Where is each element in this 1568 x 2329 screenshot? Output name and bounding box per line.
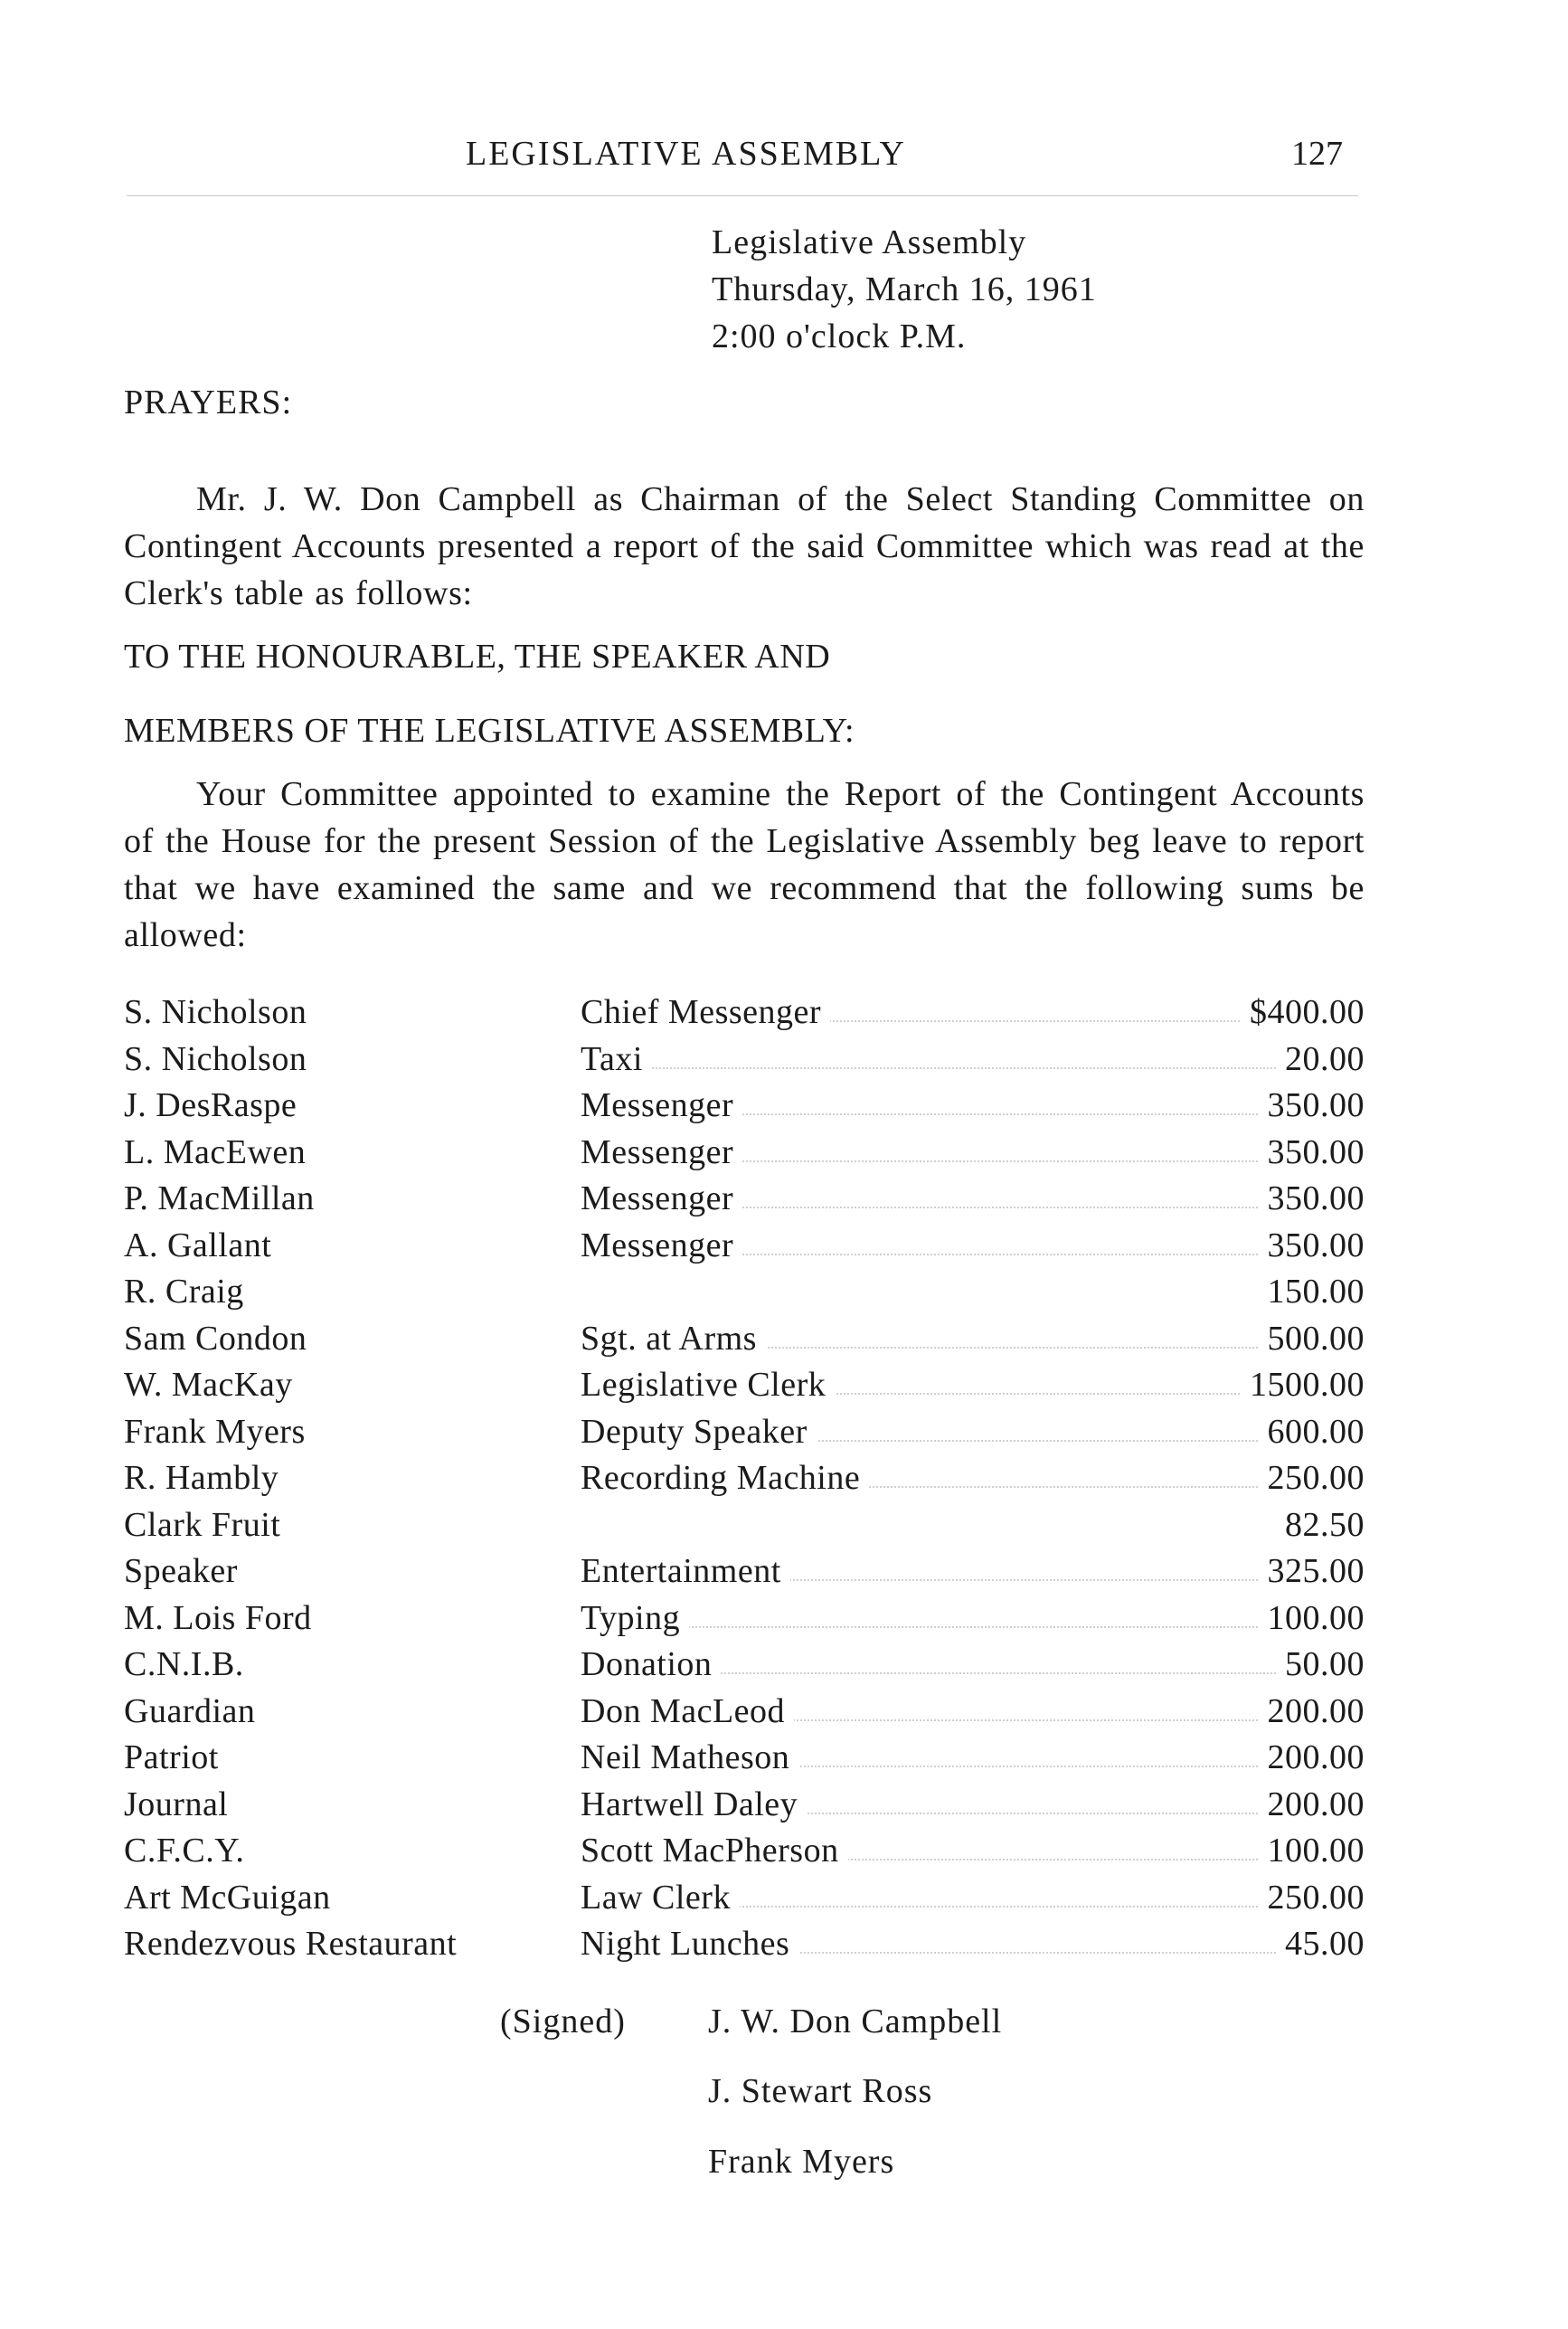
account-name: L. MacEwen: [124, 1132, 307, 1171]
dot-leader: [581, 1626, 1322, 1628]
account-name: Rendezvous Restaurant: [124, 1925, 458, 1963]
account-name: S. Nicholson: [124, 1039, 307, 1078]
table-row: [124, 1176, 1365, 1223]
account-amount: 100.00: [1259, 1595, 1365, 1643]
signatory: J. W. Don Campbell: [708, 2002, 1003, 2040]
account-description: Messenger: [581, 1083, 742, 1130]
table-row: [124, 1921, 1365, 1968]
sitting-block: [712, 219, 1097, 360]
account-description: Messenger: [581, 1223, 742, 1270]
signatory: J. Stewart Ross: [708, 2072, 933, 2110]
table-row: [124, 1828, 1365, 1875]
account-description: Typing: [581, 1595, 689, 1643]
account-amount: 200.00: [1259, 1782, 1365, 1829]
report-text: Your Committee appointed to examine the Report of the Contingent Accounts of the House for the present Session of the Legislative Assembly beg leave to report that we have examined the same and we recommend that the following sums be allowed:: [124, 775, 1365, 954]
account-name: Journal: [124, 1785, 229, 1823]
account-amount: 100.00: [1259, 1828, 1365, 1875]
table-row: [124, 1455, 1365, 1502]
table-row: [124, 1223, 1365, 1270]
header-rule: [127, 195, 1358, 196]
account-description: Sgt. at Arms: [581, 1316, 766, 1363]
account-name: S. Nicholson: [124, 993, 307, 1031]
table-row: [124, 1362, 1365, 1409]
account-description: Messenger: [581, 1130, 742, 1177]
account-amount: 250.00: [1259, 1875, 1365, 1922]
account-name: Speaker: [124, 1552, 238, 1590]
table-row: [124, 1502, 1365, 1549]
account-name: W. MacKay: [124, 1366, 293, 1404]
page-number: 127: [1291, 135, 1343, 173]
account-name: A. Gallant: [124, 1226, 272, 1264]
account-name: C.F.C.Y.: [124, 1832, 245, 1870]
account-amount: 600.00: [1259, 1409, 1365, 1456]
account-amount: 350.00: [1259, 1176, 1365, 1223]
table-row: [124, 1595, 1365, 1643]
account-description: Messenger: [581, 1176, 742, 1223]
table-row: [124, 1083, 1365, 1130]
intro-paragraph: [124, 476, 1365, 617]
table-row: [124, 1689, 1365, 1736]
account-amount: $400.00: [1241, 989, 1365, 1037]
table-row: [124, 1735, 1365, 1782]
account-description: Scott MacPherson: [581, 1828, 848, 1875]
sitting-time: 2:00 o'clock P.M.: [712, 317, 967, 355]
account-name: P. MacMillan: [124, 1179, 315, 1217]
signed-label: (Signed): [500, 2002, 626, 2040]
address-line-2: MEMBERS OF THE LEGISLATIVE ASSEMBLY:: [124, 712, 855, 750]
account-amount: 250.00: [1259, 1455, 1365, 1502]
dot-leader: [581, 1067, 1322, 1069]
account-amount: 350.00: [1259, 1083, 1365, 1130]
report-paragraph: [124, 771, 1365, 959]
account-name: Patriot: [124, 1738, 219, 1776]
running-header: [0, 128, 1568, 183]
account-amount: 350.00: [1259, 1223, 1365, 1270]
table-row: [124, 1782, 1365, 1829]
account-description: Hartwell Daley: [581, 1782, 807, 1829]
account-description: Entertainment: [581, 1548, 790, 1595]
account-description: Legislative Clerk: [581, 1362, 835, 1409]
table-row: [124, 1316, 1365, 1363]
account-amount: 150.00: [1259, 1269, 1365, 1316]
account-name: J. DesRaspe: [124, 1086, 298, 1124]
sitting-body: Legislative Assembly: [712, 223, 1027, 261]
account-amount: 1500.00: [1241, 1362, 1365, 1409]
sitting-date: Thursday, March 16, 1961: [712, 270, 1097, 308]
account-amount: 500.00: [1259, 1316, 1365, 1363]
account-name: C.N.I.B.: [124, 1645, 244, 1683]
table-row: [124, 1642, 1365, 1689]
account-amount: 200.00: [1259, 1689, 1365, 1736]
account-description: Donation: [581, 1642, 721, 1689]
account-description: Don MacLeod: [581, 1689, 794, 1736]
table-row: [124, 989, 1365, 1037]
account-amount: 50.00: [1276, 1642, 1365, 1689]
table-row: [124, 1875, 1365, 1922]
account-name: R. Hambly: [124, 1459, 279, 1497]
signatory: Frank Myers: [708, 2143, 895, 2181]
intro-text: Mr. J. W. Don Campbell as Chairman of the Select Standing Committee on Contingent Accounts presented a report of the said Committee which was read at the Clerk's table as follows:: [124, 480, 1365, 612]
account-description: Recording Machine: [581, 1455, 869, 1502]
prayers-heading: PRAYERS:: [124, 383, 293, 421]
table-row: [124, 1548, 1365, 1595]
account-amount: 82.50: [1276, 1502, 1365, 1549]
address-line-1: TO THE HONOURABLE, THE SPEAKER AND: [124, 638, 831, 676]
account-description: Deputy Speaker: [581, 1409, 817, 1456]
account-name: Frank Myers: [124, 1412, 306, 1451]
account-amount: 325.00: [1259, 1548, 1365, 1595]
account-name: Guardian: [124, 1691, 256, 1730]
accounts-table: [124, 989, 1365, 1968]
table-row: [124, 1409, 1365, 1456]
account-name: R. Craig: [124, 1273, 244, 1311]
account-name: Clark Fruit: [124, 1505, 281, 1544]
account-name: Art McGuigan: [124, 1878, 331, 1917]
account-name: Sam Condon: [124, 1319, 307, 1358]
account-amount: 45.00: [1276, 1921, 1365, 1968]
table-row: [124, 1037, 1365, 1084]
account-amount: 20.00: [1276, 1037, 1365, 1084]
account-amount: 350.00: [1259, 1130, 1365, 1177]
account-description: Law Clerk: [581, 1875, 740, 1922]
account-description: Taxi: [581, 1037, 652, 1084]
table-row: [124, 1269, 1365, 1316]
account-description: Night Lunches: [581, 1921, 798, 1968]
account-description: Neil Matheson: [581, 1735, 798, 1782]
table-row: [124, 1130, 1365, 1177]
account-description: Chief Messenger: [581, 989, 830, 1037]
account-amount: 200.00: [1259, 1735, 1365, 1782]
account-name: M. Lois Ford: [124, 1598, 312, 1637]
running-title: LEGISLATIVE ASSEMBLY: [466, 135, 906, 173]
